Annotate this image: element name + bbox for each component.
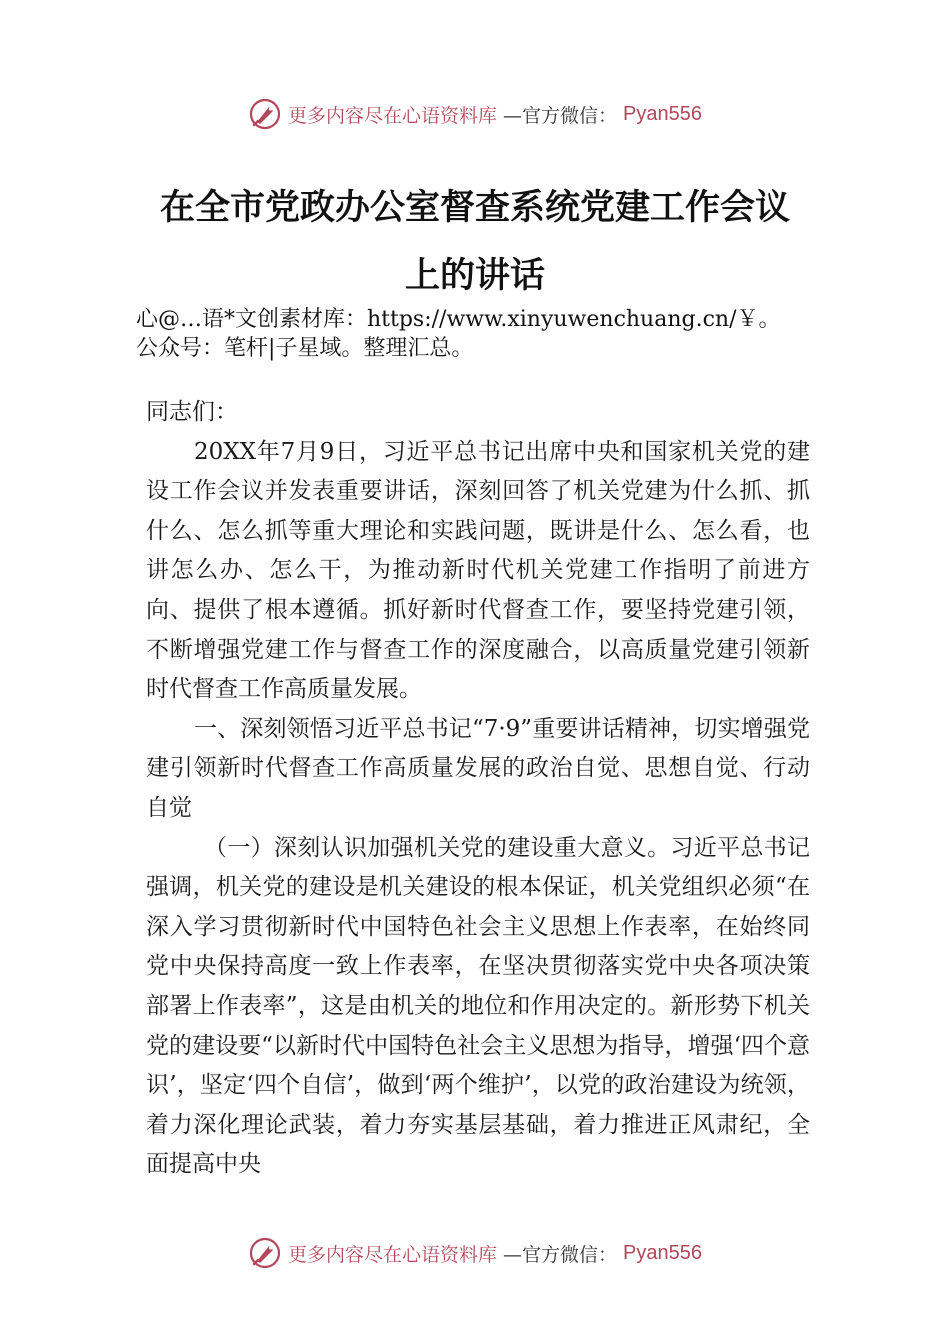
- salutation: 同志们：: [146, 399, 238, 425]
- pen-nib-logo-icon: [248, 97, 282, 131]
- banner-wechat-id: Pyan556: [623, 102, 702, 125]
- banner-wechat-label: —官方微信：: [503, 1243, 618, 1266]
- watermark-line-2: 公众号：笔杆|子星域。整理汇总。: [136, 336, 474, 361]
- banner-wechat-label: —官方微信：: [503, 104, 618, 127]
- banner-wechat-id: Pyan556: [623, 1241, 702, 1264]
- document-title-line2: 上的讲话: [404, 255, 545, 296]
- section-heading: 一、深刻领悟习近平总书记“7·9”重要讲话精神，切实增强党建引领新时代督查工作高质量发展的政治自觉、思想自觉、行动自觉: [146, 715, 810, 821]
- document-body: [146, 393, 810, 1185]
- body-paragraph: （一）深刻认识加强机关党的建设重大意义。习近平总书记强调，机关党的建设是机关建设的根本保证，机关党组织必须“在深入学习贯彻新时代中国特色社会主义思想上作表率，在始终同党中央保持高度一致上作表率，在坚决贯彻落实党中央各项决策部署上作表率”，这是由机关的地位和作用决定的。新形势下机关党的建设要“以新时代中国特色社会主义思想为指导，增强‘四个意识’，坚定‘四个自信’，做到‘两个维护’，以党的政治建设为统领，着力深化理论武装，着力夯实基层基础，着力推进正风肃纪，全面提高中央: [146, 834, 810, 1178]
- banner-library-text: 更多内容尽在心语资料库: [288, 1243, 498, 1266]
- document-title-line1: 在全市党政办公室督查系统党建工作会议: [159, 187, 790, 228]
- watermark-line-1: 心@…语*文创素材库：https://www.xinyuwenchuang.cn/￥。: [136, 307, 781, 332]
- header-banner: [0, 94, 950, 134]
- footer-banner: [0, 1233, 950, 1273]
- banner-library-text: 更多内容尽在心语资料库: [288, 104, 498, 127]
- body-paragraph: 20XX年7月9日，习近平总书记出席中央和国家机关党的建设工作会议并发表重要讲话，深刻回答了机关党建为什么抓、抓什么、怎么抓等重大理论和实践问题，既讲是什么、怎么看，也讲怎么办、怎么干，为推动新时代机关党建工作指明了前进方向、提供了根本遵循。抓好新时代督查工作，要坚持党建引领，不断增强党建工作与督查工作的深度融合，以高质量党建引领新时代督查工作高质量发展。: [146, 438, 810, 703]
- pen-nib-logo-icon: [248, 1236, 282, 1270]
